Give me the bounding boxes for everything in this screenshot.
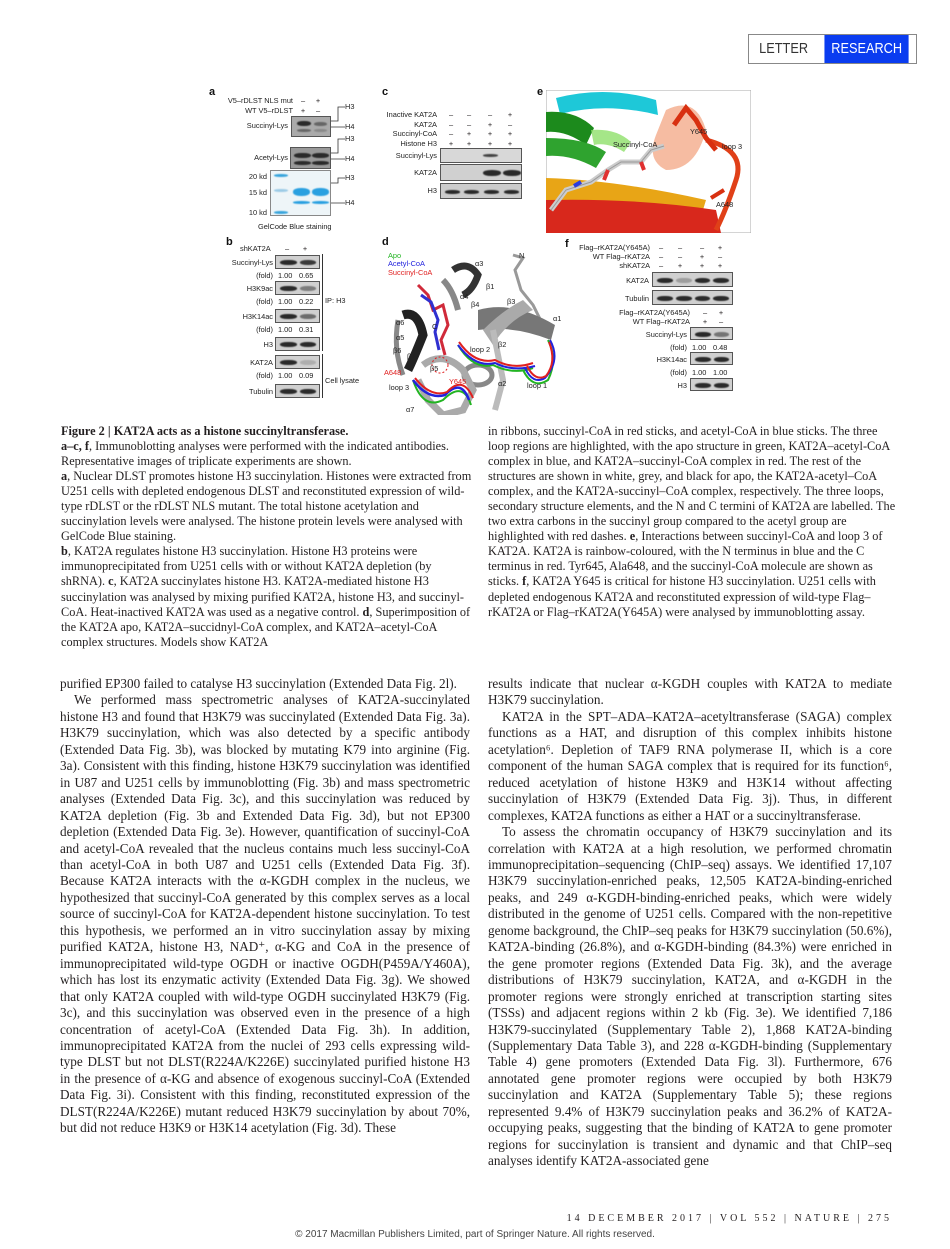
sign: + <box>699 252 705 261</box>
d-label-a2: α2 <box>498 379 507 388</box>
sign: – <box>300 96 306 105</box>
fold-label: (fold) <box>256 271 273 280</box>
sign: – <box>448 129 454 138</box>
blot <box>275 281 320 295</box>
fold-value: 1.00 <box>692 368 707 377</box>
sign: – <box>699 243 705 252</box>
d-label-b6: β6 <box>393 346 402 355</box>
row-label: Histone H3 <box>400 138 437 148</box>
row-label: Flag–rKAT2A(Y645A) <box>579 243 650 252</box>
gel-gelcode <box>270 170 331 216</box>
band <box>280 260 297 265</box>
sign: + <box>702 317 708 326</box>
band <box>280 314 297 319</box>
caption-text: , KAT2A regulates histone H3 succinylation. Histone H3 proteins were immunoprecipitated from U251 cells with or without KAT2A depletion (by shRNA). <box>61 544 432 589</box>
d-label-c: C <box>432 322 438 331</box>
blot-label: H3K14ac <box>242 312 273 321</box>
sign: + <box>487 129 493 138</box>
band <box>280 342 297 347</box>
sign: + <box>507 138 513 148</box>
blot <box>275 309 320 323</box>
blot <box>690 352 733 365</box>
blot-label: Succinyl-Lys <box>246 121 288 130</box>
band <box>657 278 673 283</box>
marker-label: 15 kd <box>248 188 267 197</box>
fold-value: 1.00 <box>713 368 728 377</box>
copyright: © 2017 Macmillan Publishers Limited, part of Springer Nature. All rights reserved. <box>295 1229 655 1240</box>
panel-label: b <box>226 236 233 248</box>
row-label: shKAT2A <box>240 244 271 253</box>
band <box>280 286 297 291</box>
section-header <box>748 34 917 64</box>
h3-label: H3 <box>345 173 355 182</box>
fold-label: (fold) <box>670 343 687 352</box>
d-label-b2: β2 <box>498 340 507 349</box>
marker-label: 20 kd <box>248 172 267 181</box>
sign: – <box>448 110 454 119</box>
panel-label: d <box>382 236 389 248</box>
caption-panel-ref: a–c, f <box>61 439 89 454</box>
h4-label: H4 <box>345 122 355 131</box>
blot <box>690 327 733 340</box>
sign: + <box>466 138 472 148</box>
blot-label: Succinyl-Lys <box>231 258 273 267</box>
sign: + <box>507 129 513 138</box>
sign: – <box>466 119 472 129</box>
e-label-y645: Y645 <box>690 127 708 136</box>
sign: + <box>302 244 308 253</box>
panel-label: f <box>565 238 569 250</box>
h3-label: H3 <box>345 134 355 143</box>
band <box>695 357 711 362</box>
legend-acetyl-coa: Acetyl-CoA <box>388 259 425 268</box>
paragraph: To assess the chromatin occupancy of H3K79 succinylation and its correlation with KAT2A at a high resolution, we performed chromatin immunoprecipitation–sequencing (ChIP–seq) assays. We identified 17,107 H3K79 succinylation-enriched peaks, 12,505 KAT2A-binding-enriched peaks, and 249 α-KGDH-binding-enriched peaks, which were widely distributed in the genome of U251 cells. Compared with the non-repetitive genome background, the ChIP–seq peaks for H3K79 succinylation (50.6%), KAT2A-binding (26.8%), and α-KGDH-binding (84.3%) were enriched in the gene promoter regions (Extended Data Fig. 3k), and the average distributions of H3K79 succinylation, KAT2A, and α-KGDH in the promoter regions were strongly enriched at transcription starting sites (TSSs) and adjacent regions within 2 kb (Fig. 3e). We identified 7,186 H3K79-succinylated (Supplementary Table 2), 1,868 KAT2A-binding (Supplementary Data Table 3), and 228 α-KGDH-binding (Supplementary Table 4) gene promoters (Extended Data Fig. 3l). Furthermore, 676 annotated gene promoter regions were occupied by both H3K79 succinylation and KAT2A (Supplementary Table 5); these regions represented 9.4% of H3K79 succinylation peaks and 36.2% of KAT2A-occupying peaks, suggesting that the binding of KAT2A to gene promoter regions for succinylation is transient and dynamic and that ChIP–seq analyses identify KAT2A-associated gene <box>488 824 892 1169</box>
ip-label: IP: H3 <box>325 296 346 305</box>
blot <box>652 290 733 305</box>
gel-caption: GelCode Blue staining <box>258 222 332 231</box>
band <box>695 296 711 301</box>
d-label-loop3: loop 3 <box>389 383 410 392</box>
d-label-b1: β1 <box>486 282 495 291</box>
caption-text: , KAT2A succinylates histone H3. KAT2A-mediated histone H3 succinylation was analysed by mixing purified KAT2A, histone H3, and succinyl-CoA. Heat-inactived KAT2A was used as a negative control. <box>61 574 464 619</box>
fold-value: 0.65 <box>299 271 314 280</box>
row-label: Succinyl-CoA <box>392 129 437 138</box>
band <box>300 389 317 394</box>
row-label: WT Flag–rKAT2A <box>632 317 690 326</box>
d-label-a7: α7 <box>406 405 415 414</box>
band <box>676 278 692 283</box>
fold-label: (fold) <box>256 371 273 380</box>
sign: + <box>717 243 723 252</box>
blot-succinyl-lys <box>440 148 522 163</box>
row-label: V5–rDLST NLS mut <box>227 96 293 105</box>
fold-label: (fold) <box>256 325 273 334</box>
body-column-left <box>60 676 470 1137</box>
panel-label: e <box>537 86 544 98</box>
caption-text: , Immunoblotting analyses were performed with the indicated antibodies. Representative images of triplicate experiments are shown. <box>61 439 449 469</box>
sign: – <box>717 252 723 261</box>
sign: + <box>699 261 705 270</box>
band <box>714 332 730 337</box>
d-label-b4: β4 <box>471 300 480 309</box>
paragraph: purified EP300 failed to catalyse H3 succinylation (Extended Data Fig. 2l). <box>60 676 457 691</box>
paragraph: results indicate that nuclear α-KGDH couples with KAT2A to mediate H3K79 succinylation. <box>488 676 892 708</box>
band <box>713 278 729 283</box>
d-label-b5: β5 <box>430 364 439 373</box>
fold-value: 1.00 <box>278 325 293 334</box>
sign: – <box>658 243 664 252</box>
sign: – <box>315 106 321 115</box>
sign: – <box>487 110 493 119</box>
fold-value: 1.00 <box>278 271 293 280</box>
row-label: shKAT2A <box>619 261 650 270</box>
fold-value: 0.09 <box>299 371 314 380</box>
caption-title: Figure 2 | KAT2A acts as a histone succinyltransferase. <box>61 424 349 438</box>
d-label-a1: α1 <box>553 314 562 323</box>
band <box>714 357 730 362</box>
sign: + <box>718 308 724 317</box>
fold-value: 0.31 <box>299 325 314 334</box>
blot-label: KAT2A <box>414 168 437 177</box>
lysate-label: Cell lysate <box>325 376 360 385</box>
fold-value: 1.00 <box>278 371 293 380</box>
e-label-succinyl-coa: Succinyl-CoA <box>613 140 658 149</box>
d-label-loop2: loop 2 <box>470 345 491 354</box>
d-label-a5: α5 <box>396 333 405 342</box>
fold-value: 1.00 <box>692 343 707 352</box>
band <box>300 260 317 265</box>
blot-label: KAT2A <box>626 276 649 285</box>
blot <box>275 355 320 369</box>
caption-text: in ribbons, succinyl-CoA in red sticks, and acetyl-CoA in blue sticks. The three loop regions are highlighted, with the apo structure in green, KAT2A–acetyl-CoA complex in blue, and KAT2A–succinyl-CoA complex in red. The rest of the structures are shown in white, grey, and black for apo, the KAT2A-acetyl–CoA complex, and the KAT2A-succinyl–CoA complex, respectively. The three loops, secondary structure elements, and the N and C termini of KAT2A are labelled. The two extra carbons in the succinyl group compared to the acetyl group are highlighted with red dashes. <box>488 424 896 544</box>
fold-value: 1.00 <box>278 297 293 306</box>
sign: + <box>717 261 723 270</box>
sign: + <box>466 129 472 138</box>
sign: – <box>658 261 664 270</box>
row-label: WT V5–rDLST <box>245 106 293 115</box>
band <box>657 296 673 301</box>
caption-panel-ref: f <box>522 574 527 589</box>
caption-panel-ref: e <box>629 529 636 544</box>
sign: + <box>300 106 306 115</box>
sign: – <box>658 252 664 261</box>
caption-text: , Nuclear DLST promotes histone H3 succinylation. Histones were extracted from U251 cells with depleted endogenous DLST and reconstituted expression of wild-type rDLST or the rDLST NLS mutant. The total histone acetylation and succinylation levels were analysed. The histone protein levels were analysed with GelCode Blue staining. <box>61 469 472 544</box>
blot-label: H3 <box>427 186 437 195</box>
sign: + <box>507 110 513 119</box>
sign: + <box>677 261 683 270</box>
band <box>300 360 317 365</box>
blot-label: Succinyl-Lys <box>645 330 687 339</box>
d-label-b3: β3 <box>507 297 516 306</box>
caption-text: , Interactions between succinyl-CoA and loop 3 of KAT2A. KAT2A is rainbow-coloured, with the N terminus in blue and the C terminus in red. Tyr645, Ala648, and the succinyl-CoA molecule are shown as sticks. <box>488 529 883 589</box>
sign: – <box>677 243 683 252</box>
band <box>280 389 297 394</box>
blot-h3 <box>440 183 522 199</box>
sign: – <box>466 110 472 119</box>
panel-label: c <box>382 86 389 98</box>
e-label-a648: A648 <box>716 200 734 209</box>
row-label: Flag–rKAT2A(Y645A) <box>619 308 690 317</box>
fold-value: 0.48 <box>713 343 728 352</box>
d-label-a4: α4 <box>460 292 469 301</box>
research-label: RESEARCH <box>824 35 908 63</box>
caption-panel-ref: c <box>108 574 114 589</box>
blot <box>275 384 320 398</box>
sign: + <box>487 119 493 129</box>
blot-label: H3K9ac <box>246 284 273 293</box>
d-label-y645: Y645 <box>449 377 467 386</box>
marker-label: 10 kd <box>248 208 267 217</box>
caption-panel-ref: d <box>362 604 370 619</box>
e-label-loop3: loop 3 <box>722 142 743 151</box>
row-label: KAT2A <box>414 119 437 129</box>
sign: – <box>284 244 290 253</box>
caption-text: , KAT2A Y645 is critical for histone H3 succinylation. U251 cells with depleted endogenous KAT2A and reconstituted expression of wild-type Flag–rKAT2A or Flag–rKAT2A(Y645A) were analysed by immunoblotting assay. <box>488 574 876 619</box>
figure-caption-right <box>488 424 896 620</box>
figure-caption-left <box>61 424 473 650</box>
band <box>300 314 317 319</box>
d-label-a648: A648 <box>384 368 402 377</box>
panel-label: a <box>209 86 216 98</box>
fold-label: (fold) <box>670 368 687 377</box>
structure-image-e <box>546 90 751 233</box>
paragraph: KAT2A in the SPT–ADA–KAT2A–acetyltransferase (SAGA) complex functions as a HAT, and disruption of this complex inhibits histone acetylation⁶. Depletion of TAF9 RNA polymerase II, which is a core component of the human SAGA complex that is required for its function⁶, reduced acetylation of histone H3K9 and H3K14 without affecting succinylation of H3K79 (Extended Data Fig. 3j). Thus, in different complexes, KAT2A functions as either a HAT or a succinyltransferase. <box>488 708 892 823</box>
d-label-b7: β7 <box>407 352 416 361</box>
band <box>695 278 711 283</box>
d-label-a3: α3 <box>475 259 484 268</box>
row-label: WT Flag–rKAT2A <box>592 252 650 261</box>
caption-panel-ref: b <box>61 544 68 559</box>
blot-acetyl-lys <box>290 147 331 169</box>
band <box>676 296 692 301</box>
sign: – <box>507 119 513 129</box>
blot-label: Succinyl-Lys <box>395 151 437 160</box>
sign: + <box>315 96 321 105</box>
blot-label: Acetyl-Lys <box>254 153 288 162</box>
blot-label: H3K14ac <box>656 355 687 364</box>
fold-value: 0.22 <box>299 297 314 306</box>
band <box>695 332 711 337</box>
blot <box>275 337 320 351</box>
row-label: Inactive KAT2A <box>386 110 437 119</box>
sign: – <box>677 252 683 261</box>
caption-text: , Superimposition of the KAT2A apo, KAT2A–succidnyl-CoA complex, and KAT2A–acetyl-CoA complex structures. Models show KAT2A <box>61 604 471 649</box>
blot-label: Tubulin <box>249 387 273 396</box>
folio: 14 DECEMBER 2017 | VOL 552 | NATURE | 275 <box>566 1213 892 1224</box>
sign: + <box>448 138 454 148</box>
h3-label: H3 <box>345 102 355 111</box>
blot-label: H3 <box>677 381 687 390</box>
h4-label: H4 <box>345 154 355 163</box>
sign: – <box>448 119 454 129</box>
body-column-right <box>488 676 892 1170</box>
band <box>713 296 729 301</box>
d-label-loop1: loop 1 <box>527 381 548 390</box>
blot-kat2a <box>440 164 522 181</box>
paragraph: We performed mass spectrometric analyses of KAT2A-succinylated histone H3 and found that H3K79 was succinylated (Extended Data Fig. 3a). H3K79 succinylation, which was also detected by a specific antibody (Extended Data Fig. 3b), was blocked by mutating K79 into arginine (Fig. 3a). Consistent with this finding, histone H3K79 succinylation was identified in U87 and U251 cells by immunoblotting (Fig. 3b) and mass spectrometric analyses (Extended Data Fig. 3c), and this succinylation was reduced by KAT2A depletion (Fig. 3b and Extended Data Fig. 3d), but not EP300 depletion (Extended Data Fig. 3e). However, quantification of succinyl-CoA and acetyl-CoA revealed that the nucleus contains much less succinyl-CoA than acetyl-CoA in both U87 and U251 cells (Extended Data Fig. 3f). Because KAT2A interacts with the α-KGDH complex in the nucleus, we hypothesized that succinyl-CoA generated by this complex serves as a local source of succinyl-CoA for KAT2A-dependent histone succinylation. To test this hypothesis, we performed an in vitro succinylation assay by mixing purified KAT2A, histone H3, NAD⁺, α-KG and CoA in the presence of immunoprecipitated wild-type OGDH or inactive OGDH(P459A/Y460A), which has lost its enzymatic activity (Extended Data Fig. 3g). We showed that only KAT2A coupled with wild-type OGDH succinylated H3K79 (Fig. 3c), and this succinylation was observed even in the presence of a high concentration of acetyl-CoA (Extended Data Fig. 3h). In addition, immunoprecipitated KAT2A from the nuclei of 293 cells expressing wild-type DLST but not DLST(R224A/K226E) succinylated purified histone H3 in the presence of α-KG and absence of exogenous succinyl-CoA (Extended Data Fig. 3i). Consistent with this finding, reconstituted expression of the DLST(R224A/K226E) mutant reduced H3K79 succinylation by about 70%, but did not reduce H3K9 or H3K14 acetylation (Fig. 3d). These <box>60 692 470 1136</box>
band <box>300 342 317 347</box>
blot <box>275 255 320 269</box>
band <box>714 383 730 388</box>
d-label-n: N <box>519 251 525 260</box>
band <box>300 286 317 291</box>
d-label-a6: α6 <box>396 318 405 327</box>
h4-label: H4 <box>345 198 355 207</box>
blot <box>690 378 733 391</box>
letter-label: LETTER <box>754 35 811 63</box>
blot-label: Tubulin <box>625 294 649 303</box>
caption-panel-ref: a <box>61 469 68 484</box>
blot <box>652 272 733 287</box>
fold-label: (fold) <box>256 297 273 306</box>
band <box>280 360 297 365</box>
sign: – <box>718 317 724 326</box>
blot-label: KAT2A <box>250 358 273 367</box>
band <box>695 383 711 388</box>
legend-apo: Apo <box>388 251 402 260</box>
sign: + <box>487 138 493 148</box>
blot-label: H3 <box>263 340 273 349</box>
legend-succinyl-coa: Succinyl-CoA <box>388 268 433 277</box>
sign: – <box>702 308 708 317</box>
